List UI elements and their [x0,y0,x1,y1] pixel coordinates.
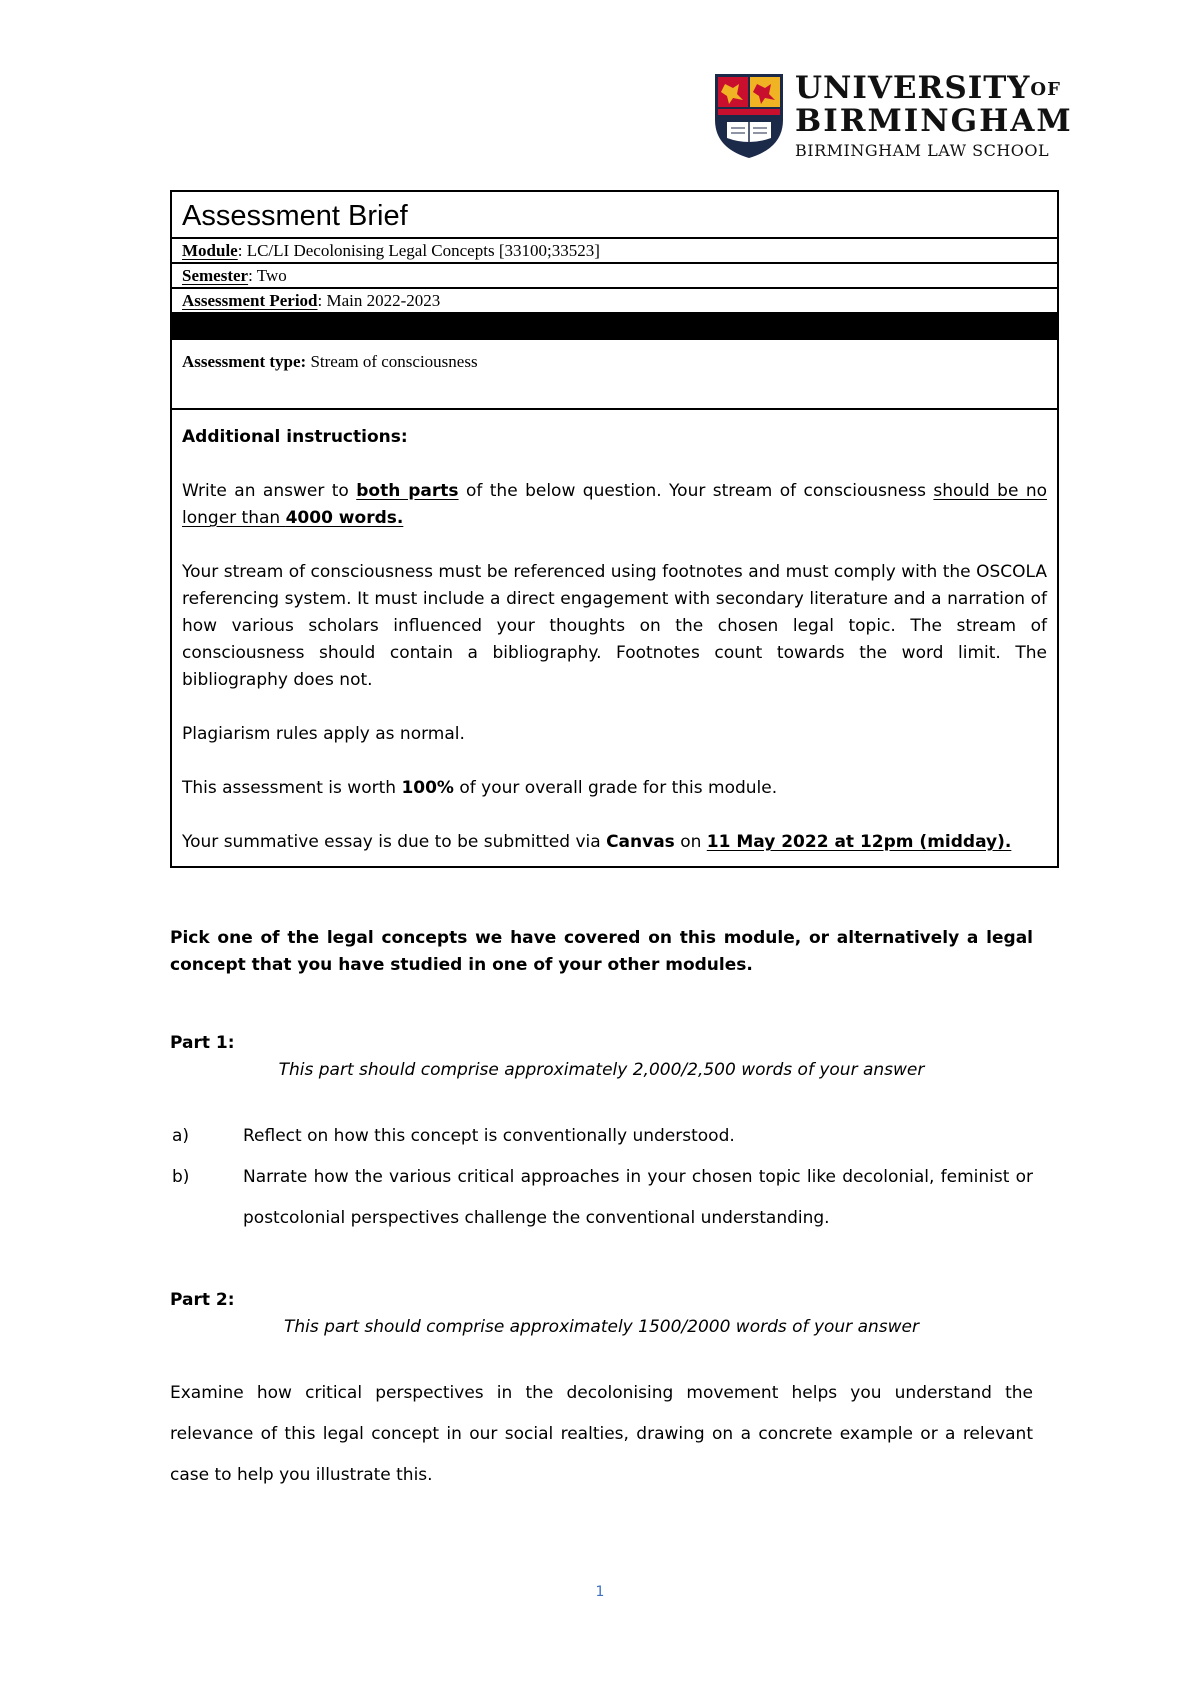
part-1-section [170,1030,1033,1239]
instruction-para-1 [182,478,1047,532]
p1-both-parts: both parts [356,481,459,501]
list-text: Narrate how the various critical approaches in your chosen topic like decolonial, feminist or postcolonial perspectives challenge the conventional understanding. [243,1167,1033,1228]
p4-percentage: 100% [401,778,454,798]
logo-of: OF [1030,79,1061,100]
p1-text-a: Write an answer to [182,481,357,501]
part-2-subtitle: This part should comprise approximately 1500/2000 words of your answer [284,1317,919,1337]
redacted-row [172,314,1057,340]
part-1-subtitle: This part should comprise approximately 2,000/2,500 words of your answer [278,1060,925,1080]
list-marker: a) [172,1126,190,1146]
question-intro: Pick one of the legal concepts we have covered on this module, or alternatively a legal concept that you have studied in one of your other modules. [170,928,1033,975]
instructions-heading: Additional instructions: [182,427,408,447]
p5-canvas: Canvas [606,832,675,852]
type-label: Assessment type: [182,352,307,371]
assessment-type-row [172,340,1057,410]
semester-label: Semester [182,266,249,285]
instruction-para-5 [182,829,1047,856]
crest-icon [713,72,785,160]
period-row [172,289,1057,314]
list-marker: b) [172,1167,190,1187]
list-item [170,1157,1033,1239]
part-2-section [170,1287,1033,1496]
semester-value: : Two [248,266,287,285]
part-2-label: Part 2: [170,1290,235,1310]
logo-university: UNIVERSITY [795,70,1031,106]
module-row [172,239,1057,264]
logo-wordmark [795,72,1073,162]
logo-school: BIRMINGHAM LAW SCHOOL [795,141,1050,160]
p5-text-c: on [674,832,707,852]
type-value: Stream of consciousness [306,352,478,371]
list-text: Reflect on how this concept is conventionally understood. [243,1126,735,1146]
additional-instructions [172,410,1057,856]
p4-text-c: of your overall grade for this module. [453,778,778,798]
instruction-para-2: Your stream of consciousness must be referenced using footnotes and must comply with the OSCOLA referencing system. It must include a direct engagement with secondary literature and a narration of how various scholars influenced your thoughts on the chosen legal topic. The stream of consciousness should contain a bibliography. Footnotes count towards the word limit. The bibliography does not. [182,562,1047,690]
semester-row [172,264,1057,289]
p1-word-count: 4000 words. [285,508,404,528]
logo-birmingham: BIRMINGHAM [795,103,1073,139]
list-item [170,1116,1033,1157]
part-1-list [170,1116,1033,1239]
p5-text-a: Your summative essay is due to be submitted via [182,832,607,852]
period-value: : Main 2022-2023 [317,291,441,310]
p1-text-c: of the below question. Your stream of consciousness [458,481,934,501]
period-label: Assessment Period [182,291,318,310]
module-value: : LC/LI Decolonising Legal Concepts [33100;33523] [237,241,600,260]
instruction-para-3: Plagiarism rules apply as normal. [182,724,465,744]
part-2-text: Examine how critical perspectives in the decolonising movement helps you understand the relevance of this legal concept in our social realties, drawing on a concrete example or a relevant case to help you illustrate this. [170,1383,1033,1485]
assessment-brief-table [170,190,1059,868]
instruction-para-4 [182,775,1047,802]
page-number: 1 [595,1584,605,1600]
module-label: Module [182,241,238,260]
p1-limit-text: should be no longer than [182,481,1047,528]
brief-title: Assessment Brief [172,192,1057,239]
p5-deadline: 11 May 2022 at 12pm (midday). [706,832,1012,852]
p4-text-a: This assessment is worth [182,778,402,798]
university-logo [713,72,1073,162]
part-1-label: Part 1: [170,1033,235,1053]
